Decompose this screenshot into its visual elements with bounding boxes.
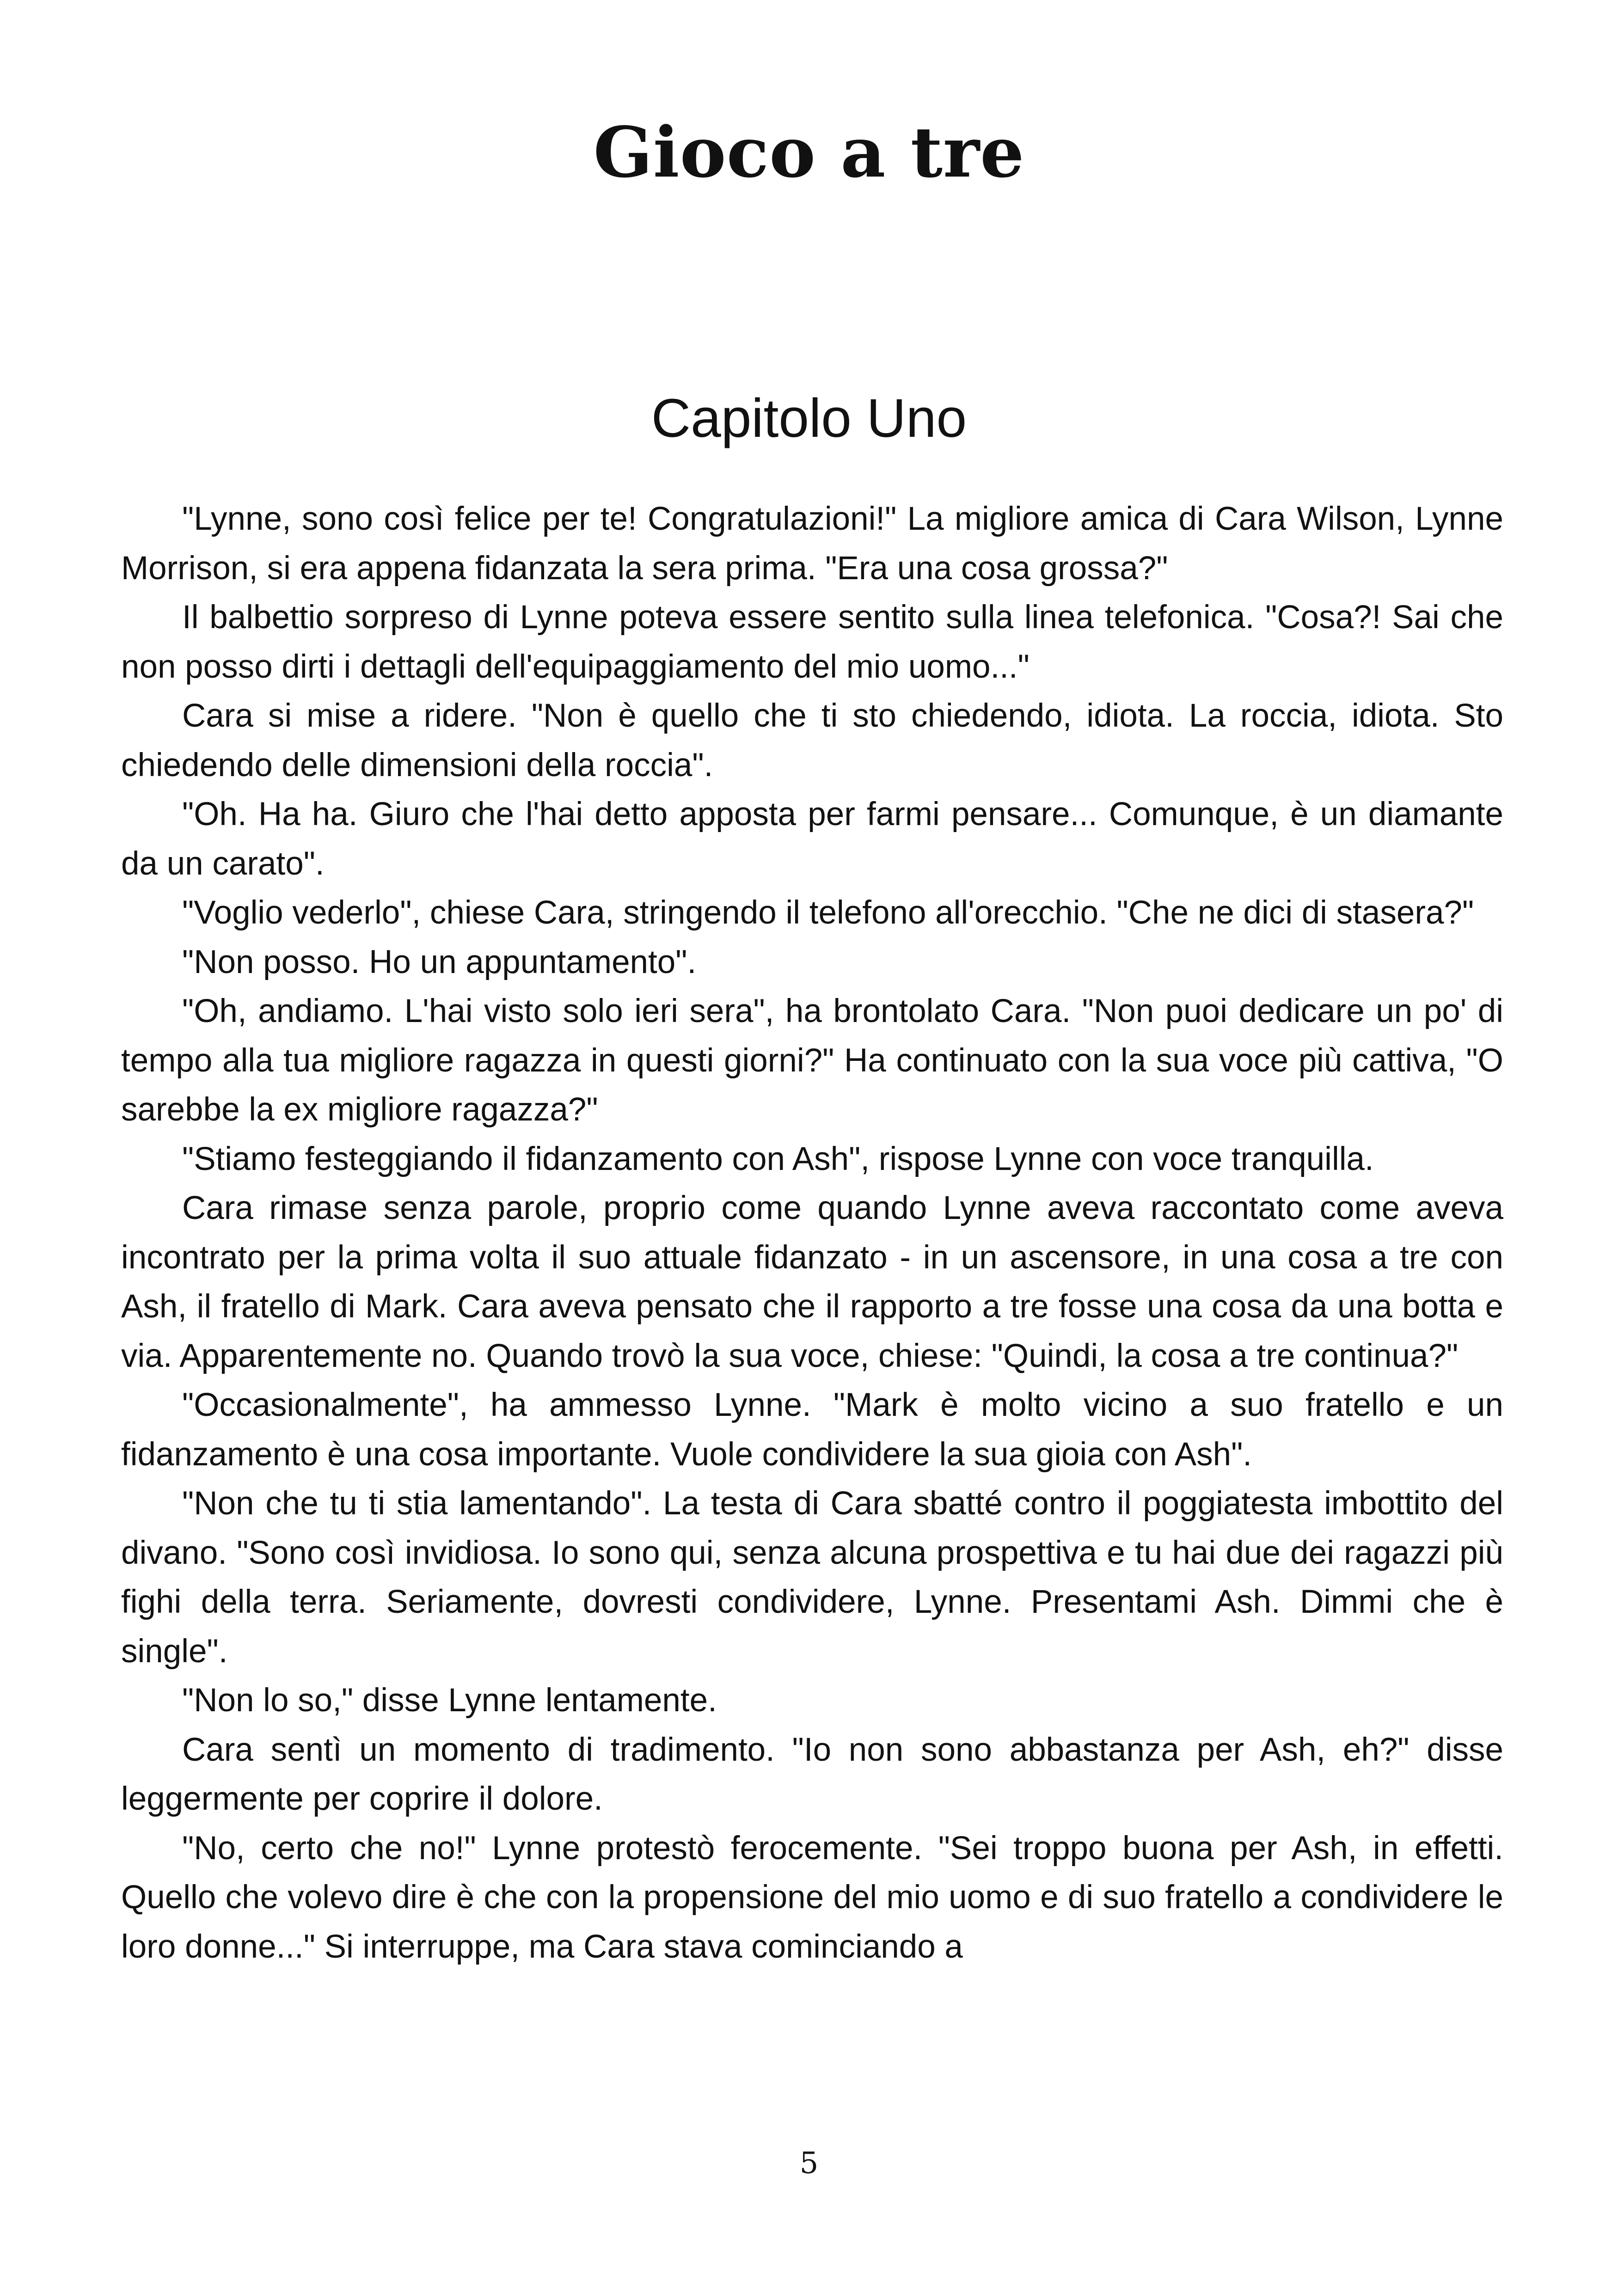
paragraph: Cara sentì un momento di tradimento. "Io non sono abbastanza per Ash, eh?" disse leggermente per coprire il dolore. bbox=[121, 1731, 1503, 1817]
paragraph: Il balbettio sorpreso di Lynne poteva essere sentito sulla linea telefonica. "Cosa?! Sai che non posso dirti i dettagli dell'equipaggiamento del mio uomo..." bbox=[121, 599, 1503, 685]
paragraph: Cara si mise a ridere. "Non è quello che ti sto chiedendo, idiota. La roccia, idiota. Sto chiedendo delle dimensioni della roccia". bbox=[121, 698, 1503, 784]
paragraph: "Non posso. Ho un appuntamento". bbox=[182, 943, 697, 980]
paragraph: "Non lo so," disse Lynne lentamente. bbox=[182, 1682, 717, 1719]
paragraph: Cara rimase senza parole, proprio come quando Lynne aveva raccontato come aveva incontrato per la prima volta il suo attuale fidanzato - in un ascensore, in una cosa a tre con Ash, il fratello di Mark. Cara aveva pensato che il rapporto a tre fosse una cosa da una botta e via. Apparentemente no. Quando trovò la sua voce, chiese: "Quindi, la cosa a tre continua?" bbox=[121, 1190, 1503, 1374]
page-number: 5 bbox=[799, 2146, 819, 2180]
paragraph: "Lynne, sono così felice per te! Congratulazioni!" La migliore amica di Cara Wilson, Lynne Morrison, si era appena fidanzata la sera prima. "Era una cosa grossa?" bbox=[121, 501, 1503, 587]
paragraph: "Stiamo festeggiando il fidanzamento con Ash", rispose Lynne con voce tranquilla. bbox=[182, 1140, 1374, 1177]
paragraph: "Oh. Ha ha. Giuro che l'hai detto apposta per farmi pensare... Comunque, è un diamante da un carato". bbox=[121, 796, 1503, 882]
paragraph: "Voglio vederlo", chiese Cara, stringendo il telefono all'orecchio. "Che ne dici di stasera?" bbox=[182, 894, 1474, 931]
chapter-body bbox=[121, 495, 1503, 1971]
paragraph: "Non che tu ti stia lamentando". La testa di Cara sbatté contro il poggiatesta imbottito del divano. "Sono così invidiosa. Io sono qui, senza alcuna prospettiva e tu hai due dei ragazzi più fighi della terra. Seriamente, dovresti condividere, Lynne. Presentami Ash. Dimmi che è single". bbox=[121, 1485, 1503, 1670]
paragraph: "Occasionalmente", ha ammesso Lynne. "Mark è molto vicino a suo fratello e un fidanzamento è una cosa importante. Vuole condividere la sua gioia con Ash". bbox=[121, 1387, 1503, 1473]
chapter-title: Capitolo Uno bbox=[651, 388, 967, 449]
paragraph: "No, certo che no!" Lynne protestò ferocemente. "Sei troppo buona per Ash, in effetti. Quello che volevo dire è che con la propensione del mio uomo e di suo fratello a condividere le loro donne..." Si interruppe, ma Cara stava cominciando a bbox=[121, 1830, 1503, 1965]
paragraph: "Oh, andiamo. L'hai visto solo ieri sera", ha brontolato Cara. "Non puoi dedicare un po' di tempo alla tua migliore ragazza in questi giorni?" Ha continuato con la sua voce più cattiva, "O sarebbe la ex migliore ragazza?" bbox=[121, 993, 1503, 1128]
book-title: Gioco a tre bbox=[593, 112, 1025, 193]
